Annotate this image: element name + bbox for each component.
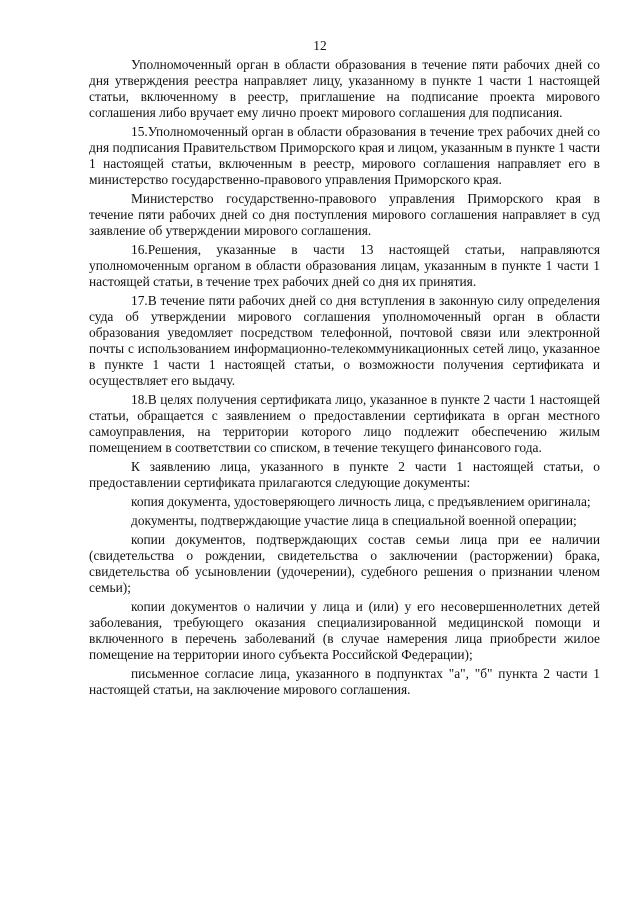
- list-item-family-composition: копии документов, подтверждающих состав семьи лица при ее наличии (свидетельства о рождении, свидетельства о заключении (расторжении) брака, свидетельства об усыновлении (удочерении), судебного решения о признании членом семьи);: [89, 532, 600, 595]
- paragraph-15: 15.Уполномоченный орган в области образования в течение трех рабочих дней со дня подписания Правительством Приморского края и лицом, указанным в пункте 1 части 1 настоящей статьи, включенным в реестр, мирового соглашения направляет его в министерство государственно-правового управления Приморского края.: [89, 124, 600, 187]
- paragraph-documents-intro: К заявлению лица, указанного в пункте 2 части 1 настоящей статьи, о предоставлении сертификата прилагаются следующие документы:: [89, 459, 600, 490]
- page-number: 12: [313, 38, 327, 53]
- list-item-military-participation: документы, подтверждающие участие лица в специальной военной операции;: [131, 513, 577, 528]
- document-body: [89, 57, 600, 698]
- paragraph-16: 16.Решения, указанные в части 13 настоящей статьи, направляются уполномоченным органом в области образования лицам, указанным в пункте 1 части 1 настоящей статьи, в течение трех рабочих дней со дня их принятия.: [89, 242, 600, 289]
- paragraph-registry-invitation: Уполномоченный орган в области образования в течение пяти рабочих дней со дня утверждения реестра направляет лицу, указанному в пункте 1 части 1 настоящей статьи, включенному в реестр, приглашение на подписание проекта мирового соглашения либо вручает ему лично проект мирового соглашения для подписания.: [89, 57, 600, 120]
- list-item-written-consent: письменное согласие лица, указанного в подпунктах "а", "б" пункта 2 части 1 настоящей статьи, на заключение мирового соглашения.: [89, 666, 600, 697]
- list-item-identity-copy: копия документа, удостоверяющего личность лица, с предъявлением оригинала;: [131, 494, 591, 509]
- paragraph-17: 17.В течение пяти рабочих дней со дня вступления в законную силу определения суда об утверждении мирового соглашения уполномоченный орган в области образования уведомляет посредством телефонной, почтовой связи или электронной почты с использованием информационно-телекоммуникационных сетей лицо, указанное в пункте 1 части 1 настоящей статьи, о возможности получения сертификата и осуществляет его выдачу.: [89, 293, 600, 388]
- list-item-disease-documents: копии документов о наличии у лица и (или) у его несовершеннолетних детей заболевания, требующего оказания специализированной медицинской помощи и включенного в перечень заболеваний (в случае намерения лица приобрести жилое помещение на территории иного субъекта Российской Федерации);: [89, 599, 600, 662]
- paragraph-ministry-court: Министерство государственно-правового управления Приморского края в течение пяти рабочих дней со дня поступления мирового соглашения направляет в суд заявление об утверждении мирового соглашения.: [89, 191, 600, 238]
- paragraph-18: 18.В целях получения сертификата лицо, указанное в пункте 2 части 1 настоящей статьи, обращается с заявлением о предоставлении сертификата в орган местного самоуправления, на территории которого лицо подлежит обеспечению жилым помещением в соответствии со списком, в течение текущего финансового года.: [89, 392, 600, 455]
